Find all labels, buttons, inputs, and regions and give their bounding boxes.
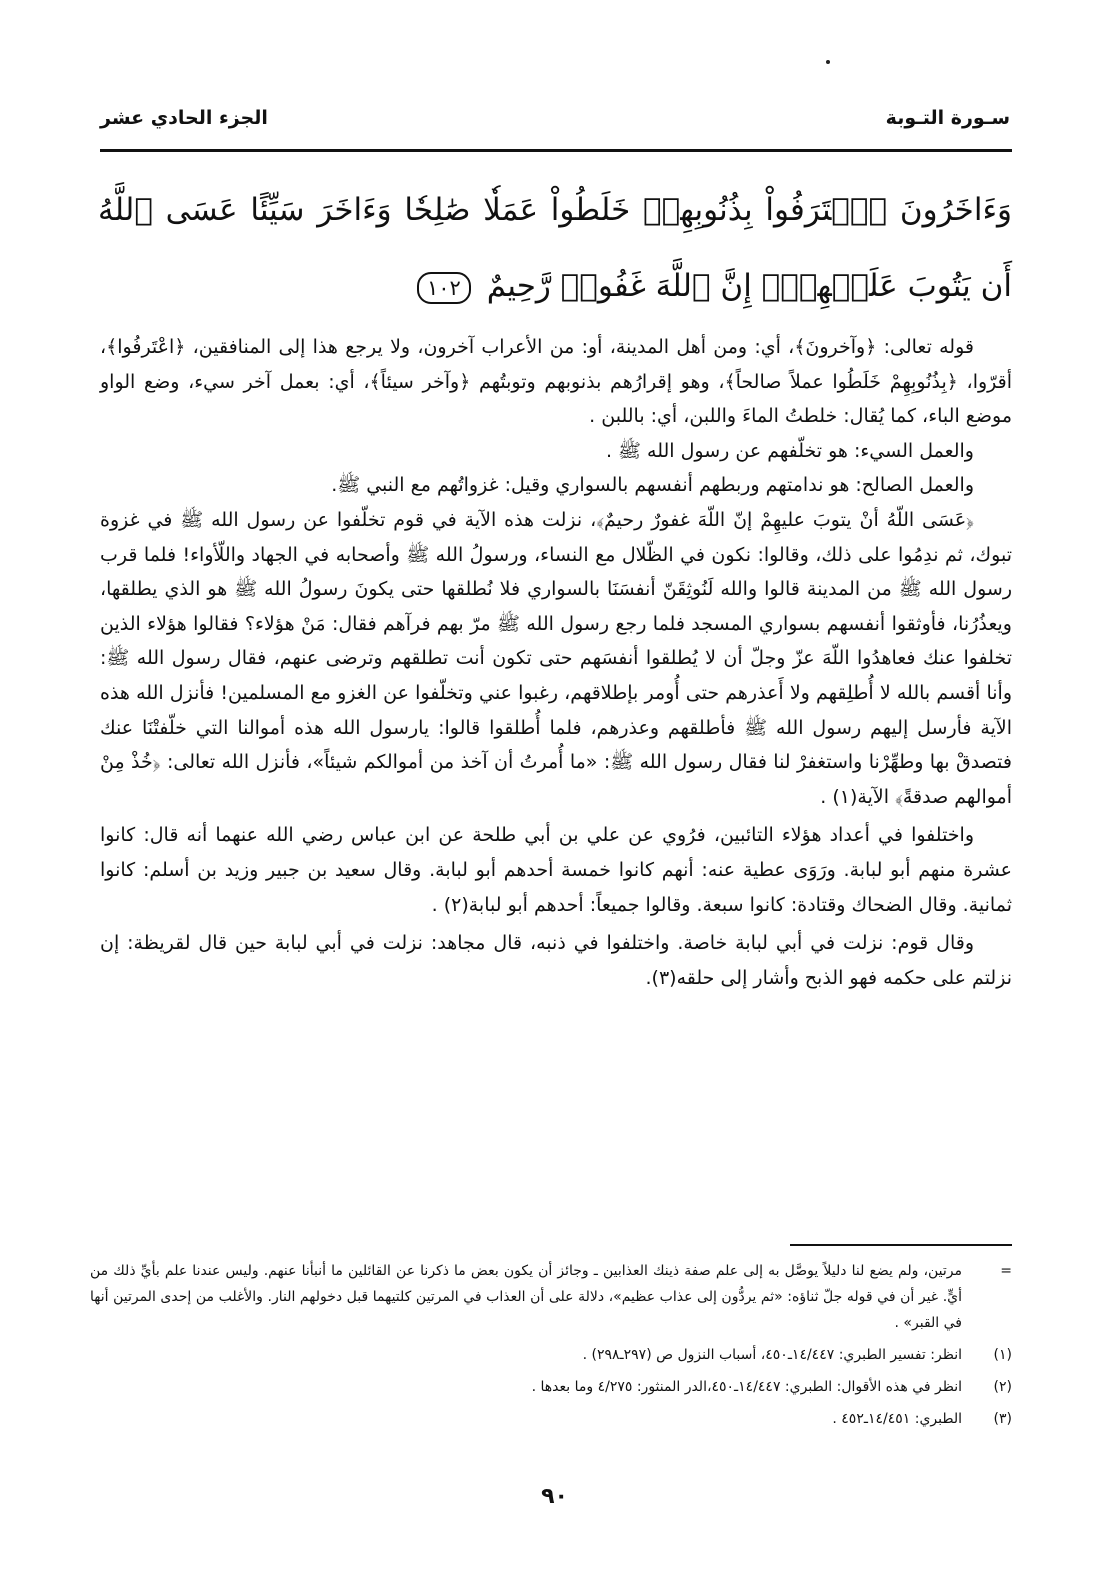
footnote-text: انظر: تفسير الطبري: ١٤/٤٤٧ـ٤٥٠، أسباب النزول ص (٢٩٧ـ٢٩٨) .	[582, 1347, 962, 1363]
commentary-text	[100, 330, 1012, 995]
footnote-item	[90, 1406, 1012, 1432]
footnote-continuation	[90, 1258, 1012, 1336]
paragraph: ﴿عَسَى اللّهُ أنْ يتوبَ عليهِمْ إنّ اللّهَ غفورٌ رحيمٌ﴾، نزلت هذه الآية في قوم تخلّفوا عن رسول الله ﷺ في غزوة تبوك، ثم ندِمُوا على ذلك، وقالوا: نكون في الظّلال مع النساء، ورسولُ الله ﷺ وأصحابه في الجهاد واللّأواء! فلما قرب رسول الله ﷺ من المدينة قالوا والله لَنُوثِقَنّ أنفسَنَا بالسواري فلا نُطلقها حتى يكونَ رسولُ الله ﷺ هو الذي يطلقها، ويعذُرُنا، فأوثقوا أنفسهم بسواري المسجد فلما رجع رسول الله ﷺ مرّ بهم فرآهم فقال: مَنْ هؤلاء؟ فقالوا هؤلاء الذين تخلفوا عنك فعاهدُوا اللّهَ عزّ وجلّ أن لا يُطلقوا أنفسَهم حتى تكون أنت تطلقهم وترضى عنهم، فقال رسول الله ﷺ: وأنا أقسم بالله لا أُطلِقهم ولا أَعذرهم حتى أُومر بإطلاقهم، رغبوا عني وتخلّفوا عن الغزو مع المسلمين! فأنزل الله هذه الآية فأرسل إليهم رسول الله ﷺ فأطلقهم وعذرهم، فلما أُطلقوا قالوا: يارسول الله هذه أموالنا التي خلّفتْنَا عنك فتصدقْ بها وطهِّرْنا واستغفرْ لنا فقال رسول الله ﷺ: «ما أُمرتُ أن آخذ من أموالكم شيئاً»، فأنزل الله تعالى: ﴿خُذْ مِنْ أموالهم صدقةً﴾ الآية(١) .	[100, 508, 1012, 808]
footnote-mark: =	[1000, 1263, 1012, 1279]
footnote-text: الطبري: ١٤/٤٥١ـ٤٥٢ .	[832, 1411, 962, 1427]
paragraph: والعمل الصالح: هو ندامتهم وربطهم أنفسهم بالسواري وقيل: غزواتُهم مع النبي ﷺ.	[331, 474, 974, 497]
footnotes	[90, 1258, 1012, 1432]
header-divider	[100, 149, 1012, 152]
footnote-mark: (٢)	[993, 1379, 1012, 1395]
ayah-number: ١٠٢	[417, 272, 471, 304]
quran-verse	[98, 172, 1012, 324]
paragraph: والعمل السيء: هو تخلّفهم عن رسول الله ﷺ .	[605, 439, 974, 462]
footnote-divider	[790, 1244, 1012, 1246]
footnote-text: مرتين، ولم يضع لنا دليلاً يوصَّل به إلى علم صفة ذينك العذابين ـ وجائز أن يكون بعض ما ذكرنا عن القائلين ما أنبأنا عنهم. وليس عندنا علم بأيِّ ذلك من أيٍّ. غير أن في قوله جلّ ثناؤه: «ثم يردُّون إلى عذاب عظيم»، دلالة على أن العذاب في المرتين كلتيهما قبل دخولهم النار. والأغلب من إحدى المرتين أنها في القبر» .	[90, 1263, 962, 1331]
surah-title: سـورة التـوبة	[885, 107, 1010, 129]
verse-text: وَءَاخَرُونَ ٱعۡتَرَفُواْ بِذُنُوبِهِمۡ خَلَطُواْ عَمَلٗا صَٰلِحٗا وَءَاخَرَ سَيِّئًا عَسَى ٱللَّهُ أَن يَتُوبَ عَلَيۡهِمۡۚ إِنَّ ٱللَّهَ غَفُورٞ رَّحِيمٌ	[98, 192, 1012, 304]
footnote-item	[90, 1374, 1012, 1400]
running-header	[100, 98, 1010, 138]
footnote-mark: (١)	[993, 1347, 1012, 1363]
paragraph: قوله تعالى: ﴿وآخرونَ﴾، أي: ومن أهل المدينة، أو: من الأعراب آخرون، ولا يرجع هذا إلى المنافقين، ﴿اعْتَرفُوا﴾، أقرّوا، ﴿بِذُنُوبِهِمْ خَلَطُوا عملاً صالحاً﴾، وهو إقرارُهم بذنوبهم وتوبتُهم ﴿وآخر سيئاً﴾، أي: بعمل آخر سيء، وضع الواو موضع الباء، كما يُقال: خلطتُ الماءَ واللبن، أي: باللبن .	[100, 336, 1012, 428]
page-number: ٩٠	[541, 1484, 568, 1509]
paragraph: وقال قوم: نزلت في أبي لبابة خاصة. واختلفوا في ذنبه، قال مجاهد: نزلت في أبي لبابة حين قال لقريظة: إن نزلتم على حكمه فهو الذبح وأشار إلى حلقه(٣).	[100, 932, 1012, 989]
footnote-text: انظر في هذه الأقوال: الطبري: ١٤/٤٤٧ـ٤٥٠،الدر المنثور: ٤/٢٧٥ وما بعدها .	[531, 1379, 962, 1395]
paragraph: واختلفوا في أعداد هؤلاء التائبين، فرُوي عن علي بن أبي طلحة عن ابن عباس رضي الله عنهما أنه قال: كانوا عشرة منهم أبو لبابة. ورَوَى عطية عنه: أنهم كانوا خمسة أحدهم أبو لبابة. وقال سعيد بن جبير وزيد بن أسلم: كانوا ثمانية. وقال الضحاك وقتادة: كانوا سبعة. وقالوا جميعاً: أحدهم أبو لبابة(٢) .	[100, 824, 1012, 916]
footnote-mark: (٣)	[993, 1411, 1012, 1427]
juz-title: الجزء الحادي عشر	[100, 107, 268, 129]
footnote-item	[90, 1342, 1012, 1368]
scan-speck	[826, 60, 830, 64]
